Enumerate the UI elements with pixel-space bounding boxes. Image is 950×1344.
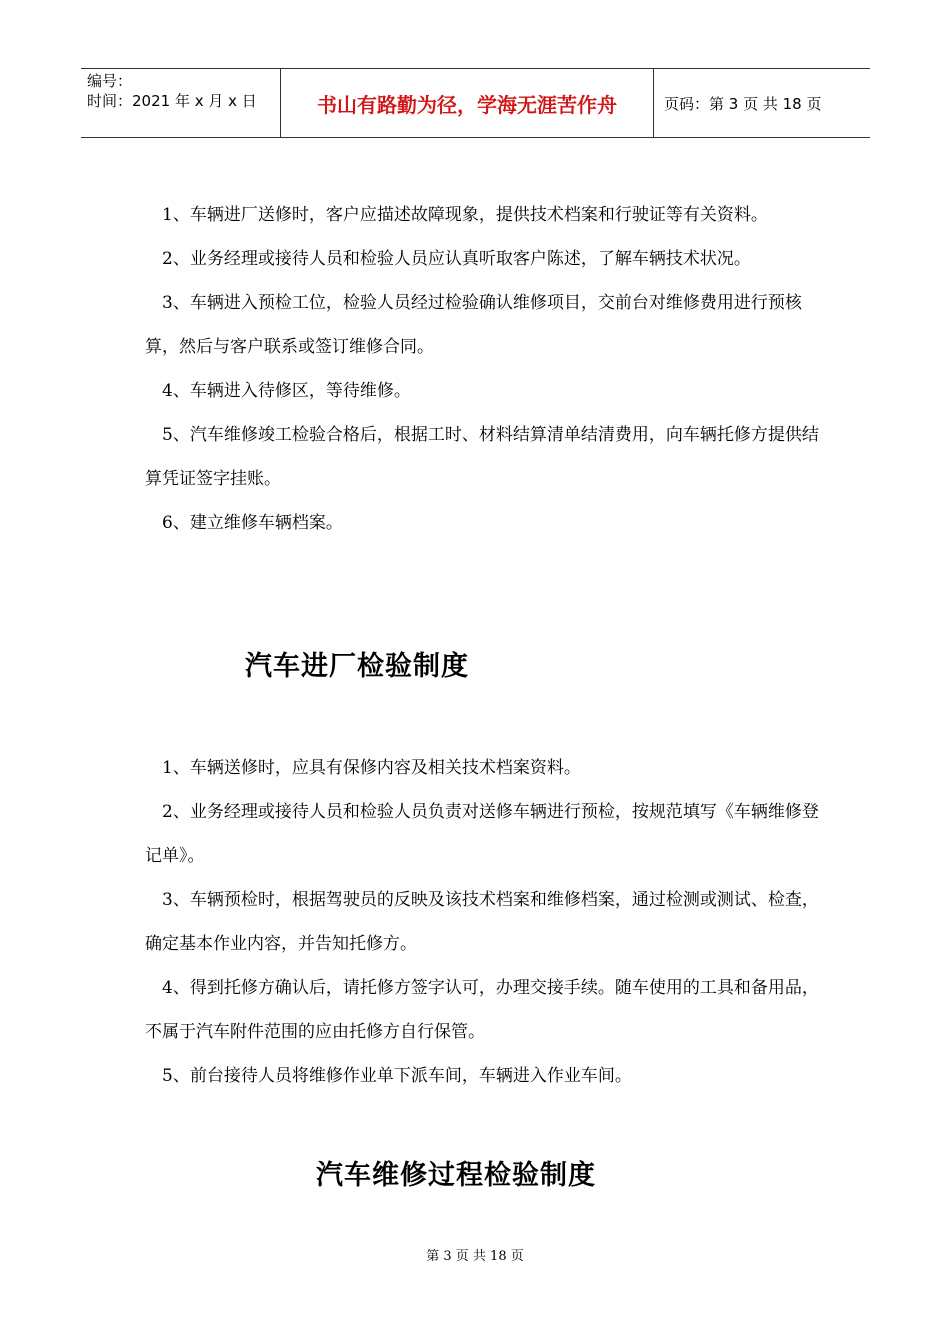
paragraph: 2、业务经理或接待人员和检验人员应认真听取客户陈述，了解车辆技术状况。 [162, 249, 751, 269]
section-1-body [145, 193, 825, 545]
paragraph: 1、车辆送修时，应具有保修内容及相关技术档案资料。 [162, 758, 581, 778]
paragraph: 4、得到托修方确认后，请托修方签字认可，办理交接手续。随车使用的工具和备用品，不属于汽车附件范围的应由托修方自行保管。 [145, 978, 819, 1042]
page-header [81, 68, 870, 138]
section-title-intake-inspection: 汽车进厂检验制度 [245, 651, 469, 682]
paragraph: 5、前台接待人员将维修作业单下派车间，车辆进入作业车间。 [162, 1066, 632, 1086]
section-2-body [145, 746, 825, 1098]
paragraph: 5、汽车维修竣工检验合格后，根据工时、材料结算清单结清费用，向车辆托修方提供结算凭证签字挂账。 [145, 425, 819, 489]
time-label: 时间：2021 年 x 月 x 日 [87, 92, 257, 110]
paragraph: 4、车辆进入待修区，等待维修。 [162, 381, 411, 401]
header-page-info: 页码：第 3 页 共 18 页 [664, 94, 822, 113]
paragraph: 6、建立维修车辆档案。 [162, 513, 343, 533]
paragraph: 3、车辆预检时，根据驾驶员的反映及该技术档案和维修档案，通过检测或测试、检查，确定基本作业内容，并告知托修方。 [145, 890, 819, 954]
section-title-process-inspection: 汽车维修过程检验制度 [316, 1160, 596, 1191]
paragraph: 3、车辆进入预检工位，检验人员经过检验确认维修项目，交前台对维修费用进行预核算，然后与客户联系或签订维修合同。 [145, 293, 802, 357]
header-motto: 书山有路勤为径，学海无涯苦作舟 [281, 69, 654, 137]
number-label: 编号： [87, 72, 133, 90]
header-meta [81, 69, 281, 137]
paragraph: 2、业务经理或接待人员和检验人员负责对送修车辆进行预检，按规范填写《车辆维修登记单》。 [145, 802, 819, 866]
paragraph: 1、车辆进厂送修时，客户应描述故障现象，提供技术档案和行驶证等有关资料。 [162, 205, 768, 225]
page-footer: 第 3 页 共 18 页 [426, 1249, 524, 1264]
